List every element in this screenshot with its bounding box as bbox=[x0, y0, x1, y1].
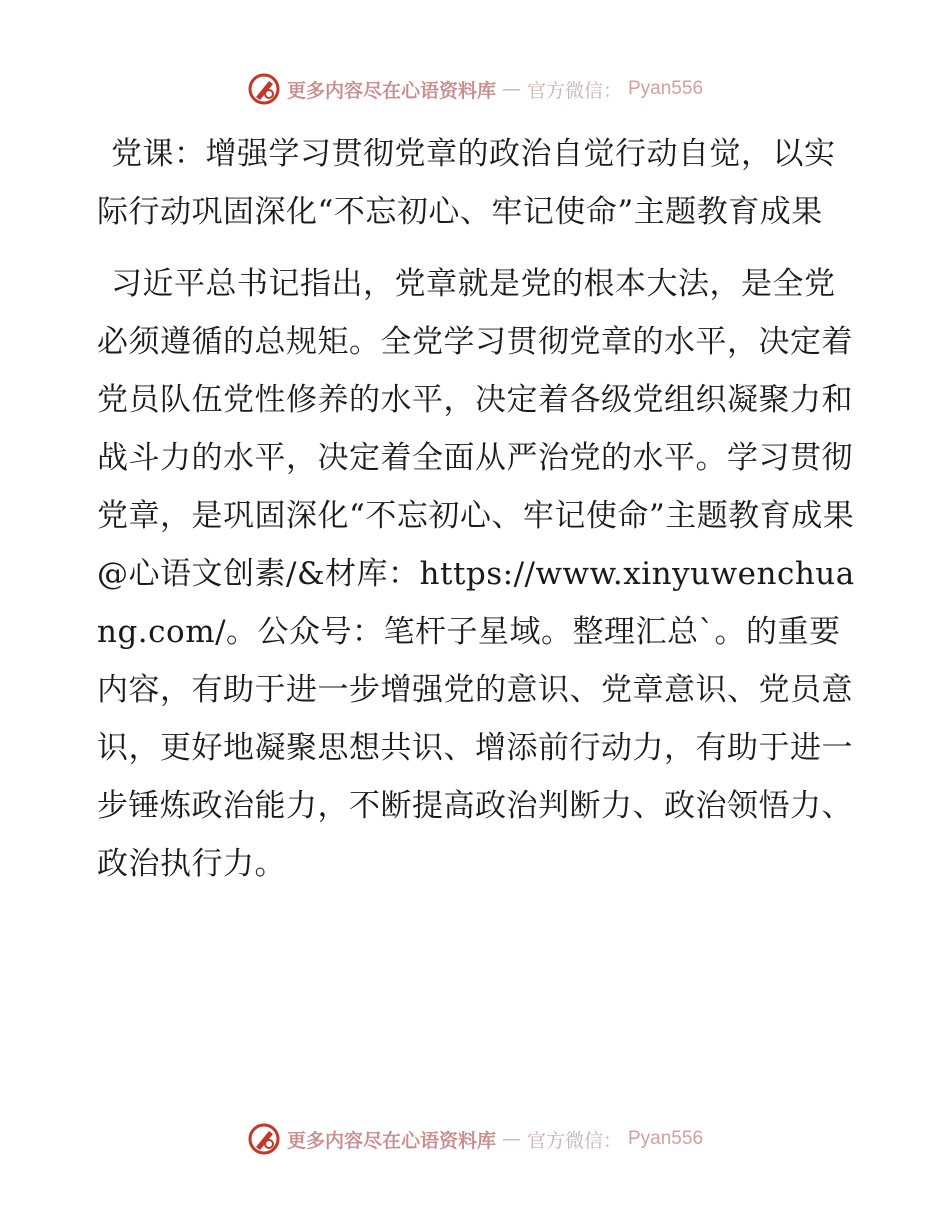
footer-watermark bbox=[0, 1122, 950, 1156]
document-body bbox=[97, 125, 857, 893]
watermark-wechat-id: Pyan556 bbox=[628, 78, 704, 99]
header-watermark bbox=[0, 72, 950, 106]
watermark-main-text: 更多内容尽在心语资料库 bbox=[286, 1129, 496, 1152]
pen-logo-icon bbox=[247, 1122, 281, 1156]
watermark-sub-text: 官方微信： bbox=[526, 1129, 622, 1152]
watermark-dash: — bbox=[501, 1128, 521, 1150]
watermark-dash: — bbox=[501, 78, 521, 100]
document-title: 党课：增强学习贯彻党章的政治自觉行动自觉，以实际行动巩固深化“不忘初心、牢记使命”主题教育成果 bbox=[97, 136, 836, 230]
watermark-wechat-id: Pyan556 bbox=[628, 1128, 704, 1149]
watermark-sub-text: 官方微信： bbox=[526, 79, 622, 102]
watermark-main-text: 更多内容尽在心语资料库 bbox=[286, 79, 496, 102]
document-paragraph: 习近平总书记指出，党章就是党的根本大法，是全党必须遵循的总规矩。全党学习贯彻党章的水平，决定着党员队伍党性修养的水平，决定着各级党组织凝聚力和战斗力的水平，决定着全面从严治党的水平。学习贯彻党章，是巩固深化“不忘初心、牢记使命”主题教育成果@心语文创素/&材库：https://www.xinyuwenchuang.com/。公众号：笔杆子星域。整理汇总`。的重要内容，有助于进一步增强党的意识、党章意识、党员意识，更好地凝聚思想共识、增添前行动力，有助于进一步锤炼政治能力，不断提高政治判断力、政治领悟力、政治执行力。 bbox=[97, 266, 855, 882]
pen-logo-icon bbox=[247, 72, 281, 106]
